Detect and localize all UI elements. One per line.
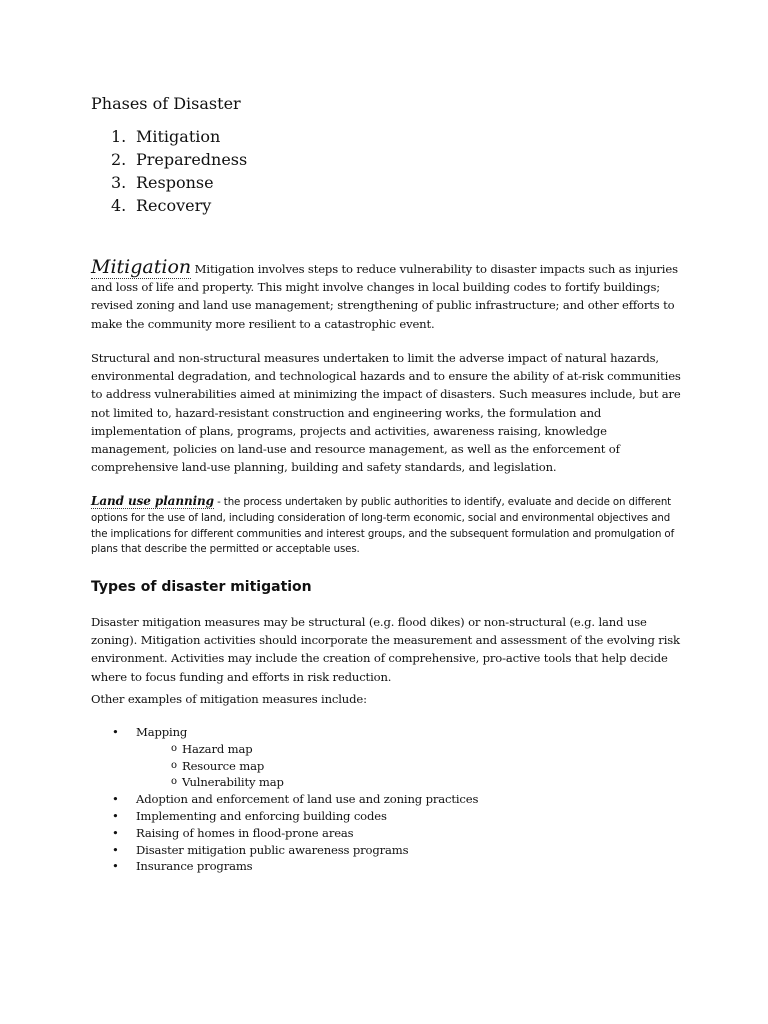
list-item-text: Adoption and enforcement of land use and zoning practices (136, 792, 479, 807)
sub-bullet-marker: o (171, 742, 177, 754)
bullet-marker: • (112, 842, 119, 857)
mitigation-intro-text: Mitigation involves steps to reduce vulnerability to disaster impacts such as injuries and loss of life and property. This might involve changes in local building codes to fortify buildings; revised zoning and land use management; strengthening of public infrastructure; and other efforts to make the community more resilient to a catastrophic event. (91, 262, 678, 331)
list-item-text: Implementing and enforcing building codes (136, 808, 387, 823)
list-item (91, 842, 691, 859)
list-item-text: Mapping (136, 725, 188, 739)
mitigation-section (91, 258, 681, 333)
phase-item (111, 126, 247, 149)
land-use-definition: - the process undertaken by public authorities to identify, evaluate and decide on different options for the use of land, including consideration of long-term economic, social and environmental objectives and the implications for different communities and interest groups, and the subsequent formulation and promulgation of plans that describe the permitted or acceptable uses. (91, 497, 675, 556)
list-subitem (91, 758, 691, 775)
list-item (91, 858, 691, 875)
list-subitem-text: Resource map (182, 758, 265, 773)
phase-label: Response (136, 173, 214, 192)
phase-number: 3. (111, 173, 127, 192)
sub-bullet-marker: o (171, 759, 177, 771)
bullet-marker: • (112, 725, 119, 739)
phase-item (111, 195, 247, 218)
phase-label: Mitigation (136, 127, 221, 146)
land-use-term: Land use planning (91, 494, 214, 508)
land-use-section (91, 494, 681, 558)
mitigation-intro-paragraph (91, 258, 681, 333)
list-item (91, 825, 691, 842)
sub-bullet-marker: o (171, 776, 177, 788)
examples-intro: Other examples of mitigation measures include: (91, 692, 367, 706)
mitigation-examples-list (91, 724, 691, 875)
list-subitem (91, 741, 691, 758)
list-item-text: Raising of homes in flood-prone areas (136, 825, 354, 840)
mitigation-heading: Mitigation (91, 256, 192, 278)
bullet-marker: • (112, 808, 119, 823)
list-item (91, 791, 691, 808)
mitigation-measures-paragraph: Structural and non-structural measures undertaken to limit the adverse impact of natural hazards, environmental degradation, and technological hazards and to ensure the ability of at-risk communities to address vulnerabilities aimed at minimizing the impact of disasters. Such measures include, but are not limited to, hazard-resistant construction and engineering works, the formulation and implementation of plans, programs, projects and activities, awareness raising, knowledge management, policies on land-use and resource management, as well as the enforcement of comprehensive land-use planning, building and safety standards, and legislation. (91, 351, 681, 475)
phase-item (111, 172, 247, 195)
list-subitem-text: Vulnerability map (182, 775, 284, 790)
phase-label: Recovery (136, 196, 212, 215)
types-heading: Types of disaster mitigation (91, 579, 312, 595)
list-subitem (91, 774, 691, 791)
types-paragraph: Disaster mitigation measures may be structural (e.g. flood dikes) or non-structural (e.g. land use zoning). Mitigation activities should incorporate the measurement and assessment of the evolving risk environment. Activities may include the creation of comprehensive, pro-active tools that help decide where to focus funding and efforts in risk reduction. (91, 615, 680, 684)
phases-list (111, 126, 247, 218)
phase-item (111, 149, 247, 172)
phase-number: 2. (111, 150, 127, 169)
phase-number: 1. (111, 127, 127, 146)
bullet-marker: • (112, 825, 119, 840)
land-use-paragraph (91, 494, 681, 558)
list-item (91, 724, 691, 741)
bullet-marker: • (112, 792, 119, 807)
mitigation-measures-section (91, 349, 681, 476)
list-item-text: Insurance programs (136, 859, 253, 874)
phase-label: Preparedness (136, 150, 248, 169)
document-title: Phases of Disaster (91, 94, 241, 113)
types-section (91, 613, 681, 686)
list-item (91, 808, 691, 825)
phase-number: 4. (111, 196, 127, 215)
bullet-marker: • (112, 859, 119, 874)
list-item-text: Disaster mitigation public awareness programs (136, 842, 409, 857)
list-subitem-text: Hazard map (182, 741, 253, 756)
examples-intro-section (91, 690, 681, 708)
